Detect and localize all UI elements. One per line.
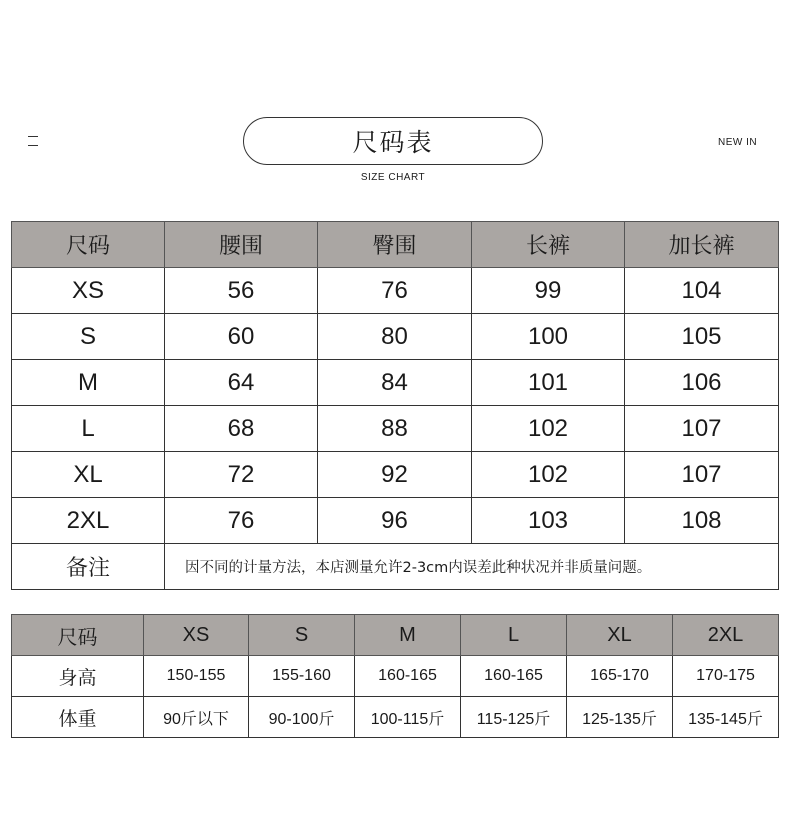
table-row [12,360,779,406]
table-cell: 99 [472,268,625,314]
column-header: 尺码 [12,615,144,656]
column-header: XL [567,615,673,656]
table-cell: 92 [318,452,472,498]
table-cell: 90-100斤 [249,697,355,738]
table-cell: 64 [165,360,318,406]
column-header: 臀围 [318,222,472,268]
table-row [12,697,779,738]
table-header-row [12,222,779,268]
table-cell: 88 [318,406,472,452]
column-header: 尺码 [12,222,165,268]
fit-reference-table [11,614,779,738]
table-cell: 90斤以下 [144,697,249,738]
table-cell: 155-160 [249,656,355,697]
column-header: 2XL [673,615,779,656]
table-cell: 101 [472,360,625,406]
row-label: 身高 [12,656,144,697]
column-header: L [461,615,567,656]
table-cell: 100 [472,314,625,360]
table-cell: S [12,314,165,360]
table-cell: 103 [472,498,625,544]
table-cell: 105 [625,314,779,360]
column-header: 长裤 [472,222,625,268]
table-row [12,268,779,314]
table-cell: 102 [472,452,625,498]
column-header: M [355,615,461,656]
table-row [12,498,779,544]
table-cell: 84 [318,360,472,406]
remark-text: 因不同的计量方法，本店测量允许2-3cm内误差此种状况并非质量问题。 [165,544,779,590]
corner-decoration [28,136,38,146]
column-header: 加长裤 [625,222,779,268]
table-cell: 107 [625,406,779,452]
table-cell: 76 [165,498,318,544]
new-in-tag: NEW IN [718,137,758,148]
table-header-row [12,615,779,656]
table-cell: 2XL [12,498,165,544]
table-cell: 115-125斤 [461,697,567,738]
table-cell: 160-165 [355,656,461,697]
table-cell: 170-175 [673,656,779,697]
table-cell: L [12,406,165,452]
table-cell: 107 [625,452,779,498]
table-cell: 72 [165,452,318,498]
table-cell: 96 [318,498,472,544]
table-cell: 68 [165,406,318,452]
column-header: 腰围 [165,222,318,268]
table-cell: 135-145斤 [673,697,779,738]
table-cell: 56 [165,268,318,314]
table-cell: XL [12,452,165,498]
table-row [12,452,779,498]
page-subtitle: SIZE CHART [360,172,426,183]
table-cell: 106 [625,360,779,406]
table-cell: 160-165 [461,656,567,697]
table-row [12,314,779,360]
table-row [12,656,779,697]
table-cell: 165-170 [567,656,673,697]
page-title-text: 尺码表 [352,128,434,157]
size-measurement-table [11,221,779,590]
table-row [12,406,779,452]
remark-row [12,544,779,590]
table-cell: 150-155 [144,656,249,697]
table-cell: 100-115斤 [355,697,461,738]
table-cell: 80 [318,314,472,360]
row-label: 体重 [12,697,144,738]
column-header: XS [144,615,249,656]
table-cell: 108 [625,498,779,544]
table-cell: 102 [472,406,625,452]
table-cell: 76 [318,268,472,314]
table-cell: 104 [625,268,779,314]
table-cell: 125-135斤 [567,697,673,738]
page-title [243,117,543,165]
remark-label: 备注 [12,544,165,590]
column-header: S [249,615,355,656]
table-cell: XS [12,268,165,314]
table-cell: 60 [165,314,318,360]
table-cell: M [12,360,165,406]
